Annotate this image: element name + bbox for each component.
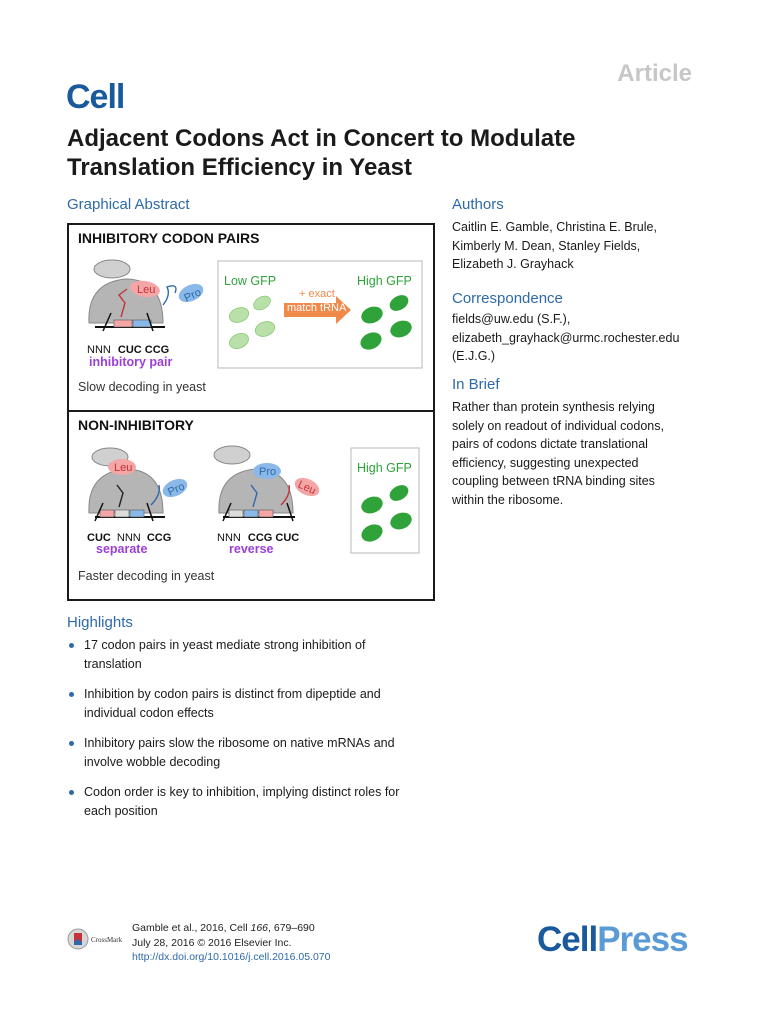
reverse-label: reverse — [229, 542, 274, 556]
publisher-logo: CellPress — [537, 920, 688, 959]
in-brief-line: solely on readout of individual codons, — [452, 418, 664, 433]
codon-nnn: NNN — [116, 532, 141, 544]
caption-slow-decoding: Slow decoding in yeast — [78, 380, 206, 394]
inhibitory-pair-label: inhibitory pair — [89, 355, 173, 369]
trna-label-leu-separate: Leu — [114, 462, 133, 474]
crossmark-text: CrossMark — [91, 936, 123, 944]
codon-prefix: NNN — [87, 344, 111, 356]
bullet-icon — [69, 692, 74, 697]
high-gfp-label-noninhibitory: High GFP — [357, 461, 412, 475]
in-brief-line: pairs of codons dictate translational — [452, 437, 648, 451]
in-brief-line: efficiency, suggesting unexpected — [452, 455, 639, 470]
authors-line: Caitlin E. Gamble, Christina E. Brule, — [452, 220, 657, 234]
in-brief-line: Rather than protein synthesis relying — [452, 400, 655, 414]
arrow-label-line1: + exact — [299, 288, 335, 300]
authors-heading: Authors — [452, 196, 504, 213]
citation-block — [132, 921, 330, 965]
codon-pair-bold: CUC CCG — [117, 344, 170, 356]
email-sf[interactable]: fields@uw.edu (S.F.), — [452, 312, 571, 326]
doi-link[interactable]: http://dx.doi.org/10.1016/j.cell.2016.05.070 — [132, 951, 331, 963]
panel-title-noninhibitory: NON-INHIBITORY — [78, 417, 194, 433]
highlights-heading: Highlights — [67, 614, 133, 631]
codon-ccg: CCG — [146, 532, 172, 544]
crossmark-icon[interactable] — [67, 927, 129, 951]
ribosome-reverse — [214, 446, 322, 521]
authors-line: Elizabeth J. Grayhack — [452, 257, 574, 271]
panel-title-inhibitory: INHIBITORY CODON PAIRS — [78, 230, 260, 246]
correspondence-block — [452, 310, 702, 366]
caption-faster-decoding: Faster decoding in yeast — [78, 569, 215, 583]
bullet-icon — [69, 643, 74, 648]
graphical-abstract-heading: Graphical Abstract — [67, 196, 190, 213]
journal-logo: Cell — [66, 78, 125, 116]
graphical-abstract-figure — [67, 223, 435, 601]
high-gfp-cells-bottom — [359, 482, 414, 545]
date-line: July 28, 2016 © 2016 Elsevier Inc. — [132, 936, 292, 949]
correspondence-heading: Correspondence — [452, 290, 563, 307]
trna-label-pro: Pro — [182, 286, 204, 305]
bullet-icon — [69, 790, 74, 795]
highlight-item: Inhibition by codon pairs is distinct from dipeptide and individual codon effects — [67, 685, 427, 723]
authors-line: Kimberly M. Dean, Stanley Fields, — [452, 238, 641, 253]
trna-label-pro-separate: Pro — [166, 480, 187, 499]
arrow-label-line2: match tRNA — [287, 302, 347, 314]
codon-prefix-reverse: NNN — [217, 532, 241, 544]
in-brief-line: within the ribosome. — [452, 492, 564, 507]
trna-label-leu: Leu — [137, 284, 156, 296]
highlight-item: Inhibitory pairs slow the ribosome on native mRNAs and involve wobble decoding — [67, 734, 427, 772]
article-title: Adjacent Codons Act in Concert to Modulate Translation Efficiency in Yeast — [67, 125, 576, 181]
high-gfp-label: High GFP — [357, 274, 412, 288]
trna-label-pro-reverse: Pro — [259, 466, 277, 478]
highlights-list — [67, 636, 427, 832]
in-brief-text — [452, 398, 702, 509]
article-type-label: Article — [617, 60, 692, 87]
trna-label-leu-reverse: Leu — [295, 478, 318, 498]
separate-label: separate — [96, 542, 148, 556]
ribosome-separate — [89, 448, 190, 521]
highlight-item: Codon order is key to inhibition, implying distinct roles for each position — [67, 783, 427, 821]
codon-pair-reverse: CCG CUC — [247, 532, 300, 544]
authors-list — [452, 218, 702, 274]
low-gfp-cells — [227, 293, 277, 351]
codon-cuc: CUC — [87, 532, 111, 544]
correspondence-initials: (E.J.G.) — [452, 349, 496, 363]
email-ejg[interactable]: elizabeth_grayhack@urmc.rochester.edu — [452, 330, 680, 345]
bullet-icon — [69, 741, 74, 746]
ribosome-inhibitory — [89, 260, 206, 331]
in-brief-heading: In Brief — [452, 376, 500, 393]
high-gfp-cells-top — [358, 292, 414, 353]
citation-line: Gamble et al., 2016, Cell 166, 679–690 — [132, 922, 315, 934]
in-brief-line: coupling between tRNA binding sites — [452, 474, 655, 488]
low-gfp-label: Low GFP — [224, 274, 277, 288]
highlight-item: 17 codon pairs in yeast mediate strong inhibition of translation — [67, 636, 427, 674]
